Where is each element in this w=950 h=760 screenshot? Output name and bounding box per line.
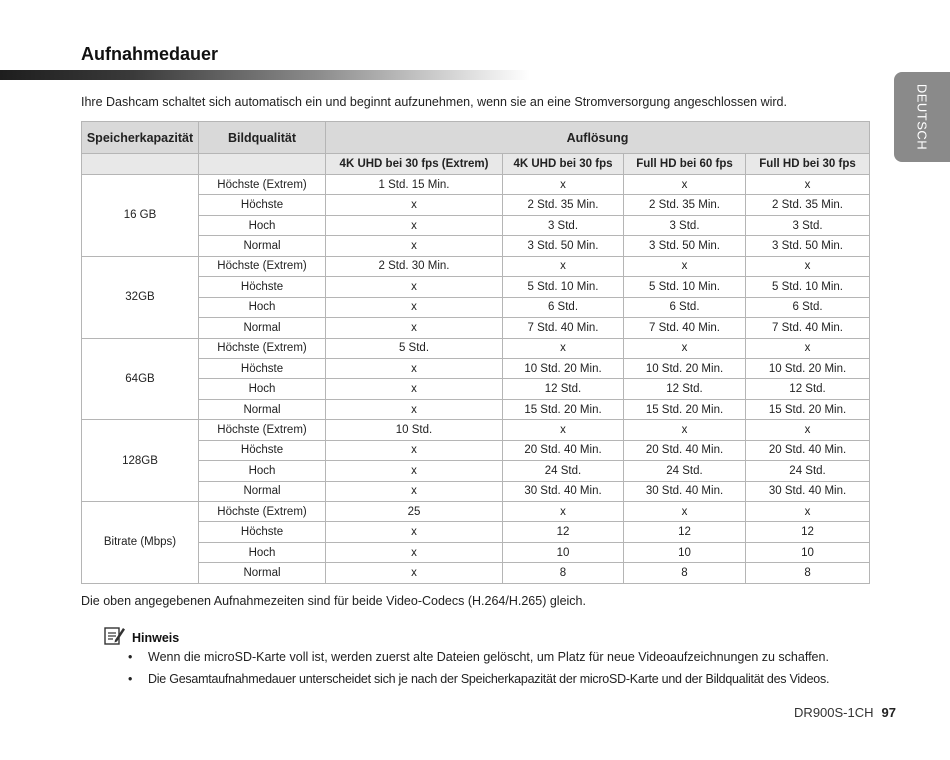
duration-cell: 5 Std. 10 Min. <box>624 277 746 297</box>
duration-cell: x <box>746 502 870 522</box>
duration-cell: 20 Std. 40 Min. <box>624 440 746 460</box>
table-row <box>82 236 870 256</box>
duration-cell: x <box>746 420 870 440</box>
capacity-cell: 64GB <box>82 338 199 420</box>
quality-cell: Höchste (Extrem) <box>199 175 326 195</box>
duration-cell: x <box>624 502 746 522</box>
duration-cell: x <box>746 175 870 195</box>
subheader-resolution: 4K UHD bei 30 fps (Extrem) <box>326 154 503 175</box>
duration-cell: x <box>326 399 503 419</box>
table-row <box>82 399 870 419</box>
table-row <box>82 502 870 522</box>
duration-cell: x <box>503 338 624 358</box>
duration-cell: 5 Std. 10 Min. <box>746 277 870 297</box>
codec-footnote: Die oben angegebenen Aufnahmezeiten sind für beide Video-Codecs (H.264/H.265) gleich. <box>81 594 586 608</box>
duration-cell: 3 Std. <box>503 215 624 235</box>
duration-cell: 12 <box>624 522 746 542</box>
quality-cell: Hoch <box>199 461 326 481</box>
quality-cell: Höchste <box>199 277 326 297</box>
table-row <box>82 215 870 235</box>
duration-cell: 10 Std. 20 Min. <box>624 358 746 378</box>
duration-cell: x <box>326 358 503 378</box>
duration-cell: 10 Std. 20 Min. <box>746 358 870 378</box>
duration-cell: x <box>326 461 503 481</box>
duration-cell: 6 Std. <box>503 297 624 317</box>
duration-cell: x <box>326 440 503 460</box>
table-row <box>82 277 870 297</box>
duration-cell: x <box>746 256 870 276</box>
duration-cell: x <box>326 542 503 562</box>
duration-cell: 3 Std. <box>624 215 746 235</box>
quality-cell: Hoch <box>199 297 326 317</box>
duration-cell: 8 <box>503 563 624 583</box>
duration-cell: x <box>326 297 503 317</box>
hint-title: Hinweis <box>132 630 180 645</box>
duration-cell: 3 Std. 50 Min. <box>624 236 746 256</box>
quality-cell: Höchste <box>199 522 326 542</box>
title-underline-bar <box>0 70 530 80</box>
quality-cell: Normal <box>199 563 326 583</box>
hint-header <box>104 625 179 650</box>
duration-cell: 5 Std. <box>326 338 503 358</box>
table-row <box>82 175 870 195</box>
duration-cell: 15 Std. 20 Min. <box>503 399 624 419</box>
duration-cell: x <box>326 563 503 583</box>
duration-cell: 8 <box>624 563 746 583</box>
duration-cell: 3 Std. 50 Min. <box>746 236 870 256</box>
language-side-tab <box>894 72 950 162</box>
duration-cell: x <box>326 215 503 235</box>
quality-cell: Hoch <box>199 542 326 562</box>
table-row <box>82 297 870 317</box>
duration-cell: x <box>624 420 746 440</box>
capacity-cell: Bitrate (Mbps) <box>82 502 199 584</box>
duration-cell: x <box>503 502 624 522</box>
quality-cell: Normal <box>199 481 326 501</box>
table-row <box>82 461 870 481</box>
duration-cell: 12 Std. <box>624 379 746 399</box>
duration-cell: 30 Std. 40 Min. <box>624 481 746 501</box>
duration-cell: 2 Std. 35 Min. <box>746 195 870 215</box>
subheader-empty <box>82 154 199 175</box>
duration-cell: 10 Std. <box>326 420 503 440</box>
subheader-resolution: Full HD bei 30 fps <box>746 154 870 175</box>
quality-cell: Normal <box>199 236 326 256</box>
duration-cell: 20 Std. 40 Min. <box>503 440 624 460</box>
table-row <box>82 338 870 358</box>
note-pencil-icon <box>104 625 126 650</box>
table-row <box>82 522 870 542</box>
duration-cell: x <box>503 256 624 276</box>
duration-cell: 7 Std. 40 Min. <box>746 318 870 338</box>
table-row <box>82 481 870 501</box>
duration-cell: x <box>503 175 624 195</box>
duration-cell: 8 <box>746 563 870 583</box>
duration-cell: x <box>746 338 870 358</box>
subheader-resolution: Full HD bei 60 fps <box>624 154 746 175</box>
header-capacity: Speicherkapazität <box>82 122 199 154</box>
quality-cell: Normal <box>199 399 326 419</box>
duration-cell: 12 Std. <box>503 379 624 399</box>
capacity-cell: 128GB <box>82 420 199 502</box>
duration-cell: 10 <box>624 542 746 562</box>
intro-text: Ihre Dashcam schaltet sich automatisch ein und beginnt aufzunehmen, wenn sie an eine Stromversorgung angeschlossen wird. <box>81 95 787 109</box>
quality-cell: Höchste <box>199 440 326 460</box>
duration-cell: 15 Std. 20 Min. <box>746 399 870 419</box>
hint-list <box>128 648 829 692</box>
duration-cell: x <box>326 277 503 297</box>
duration-cell: 24 Std. <box>746 461 870 481</box>
language-side-tab-label: DEUTSCH <box>914 83 930 151</box>
quality-cell: Hoch <box>199 379 326 399</box>
table-subheader-row <box>82 154 870 175</box>
header-resolution: Auflösung <box>326 122 870 154</box>
duration-cell: x <box>326 318 503 338</box>
duration-cell: x <box>326 481 503 501</box>
quality-cell: Hoch <box>199 215 326 235</box>
duration-cell: 25 <box>326 502 503 522</box>
duration-cell: 12 <box>746 522 870 542</box>
duration-cell: x <box>326 522 503 542</box>
subheader-resolution: 4K UHD bei 30 fps <box>503 154 624 175</box>
page-footer <box>794 705 896 720</box>
duration-cell: 2 Std. 35 Min. <box>624 195 746 215</box>
duration-cell: 2 Std. 30 Min. <box>326 256 503 276</box>
page-number: 97 <box>881 705 896 720</box>
duration-cell: x <box>326 379 503 399</box>
duration-cell: 3 Std. <box>746 215 870 235</box>
model-name: DR900S-1CH <box>794 705 874 720</box>
list-item <box>128 670 829 692</box>
table-row <box>82 256 870 276</box>
quality-cell: Höchste (Extrem) <box>199 420 326 440</box>
duration-cell: 10 Std. 20 Min. <box>503 358 624 378</box>
hint-item-text: Wenn die microSD-Karte voll ist, werden zuerst alte Dateien gelöscht, um Platz für neue Videoaufzeichnungen zu schaffen. <box>148 650 829 664</box>
duration-cell: 10 <box>746 542 870 562</box>
table-row <box>82 420 870 440</box>
table-row <box>82 379 870 399</box>
duration-cell: 24 Std. <box>624 461 746 481</box>
duration-cell: 2 Std. 35 Min. <box>503 195 624 215</box>
duration-cell: 30 Std. 40 Min. <box>746 481 870 501</box>
duration-cell: 30 Std. 40 Min. <box>503 481 624 501</box>
table-row <box>82 563 870 583</box>
duration-cell: x <box>503 420 624 440</box>
duration-cell: 20 Std. 40 Min. <box>746 440 870 460</box>
duration-cell: 7 Std. 40 Min. <box>624 318 746 338</box>
duration-cell: x <box>326 195 503 215</box>
quality-cell: Höchste <box>199 195 326 215</box>
recording-duration-table <box>81 121 870 584</box>
quality-cell: Höchste (Extrem) <box>199 502 326 522</box>
capacity-cell: 16 GB <box>82 175 199 257</box>
duration-cell: 1 Std. 15 Min. <box>326 175 503 195</box>
duration-cell: 24 Std. <box>503 461 624 481</box>
bullet-icon: • <box>128 672 133 686</box>
duration-cell: x <box>624 338 746 358</box>
capacity-cell: 32GB <box>82 256 199 338</box>
table-row <box>82 195 870 215</box>
duration-cell: x <box>624 256 746 276</box>
quality-cell: Höchste (Extrem) <box>199 256 326 276</box>
page-title: Aufnahmedauer <box>81 44 219 64</box>
quality-cell: Höchste (Extrem) <box>199 338 326 358</box>
table-row <box>82 542 870 562</box>
bullet-icon: • <box>128 650 133 664</box>
duration-cell: x <box>326 236 503 256</box>
list-item <box>128 648 829 670</box>
table-row <box>82 358 870 378</box>
duration-cell: 12 <box>503 522 624 542</box>
duration-cell: 6 Std. <box>746 297 870 317</box>
hint-item-text: Die Gesamtaufnahmedauer unterscheidet sich je nach der Speicherkapazität der microSD-Karte und der Bildqualität des Videos. <box>148 672 830 686</box>
duration-cell: 5 Std. 10 Min. <box>503 277 624 297</box>
duration-cell: 3 Std. 50 Min. <box>503 236 624 256</box>
duration-cell: 10 <box>503 542 624 562</box>
table-body <box>82 175 870 584</box>
duration-cell: x <box>624 175 746 195</box>
table-row <box>82 440 870 460</box>
table-row <box>82 318 870 338</box>
duration-cell: 6 Std. <box>624 297 746 317</box>
duration-cell: 12 Std. <box>746 379 870 399</box>
subheader-empty <box>199 154 326 175</box>
quality-cell: Höchste <box>199 358 326 378</box>
quality-cell: Normal <box>199 318 326 338</box>
table-header-row <box>82 122 870 154</box>
header-quality: Bildqualität <box>199 122 326 154</box>
duration-cell: 7 Std. 40 Min. <box>503 318 624 338</box>
duration-cell: 15 Std. 20 Min. <box>624 399 746 419</box>
